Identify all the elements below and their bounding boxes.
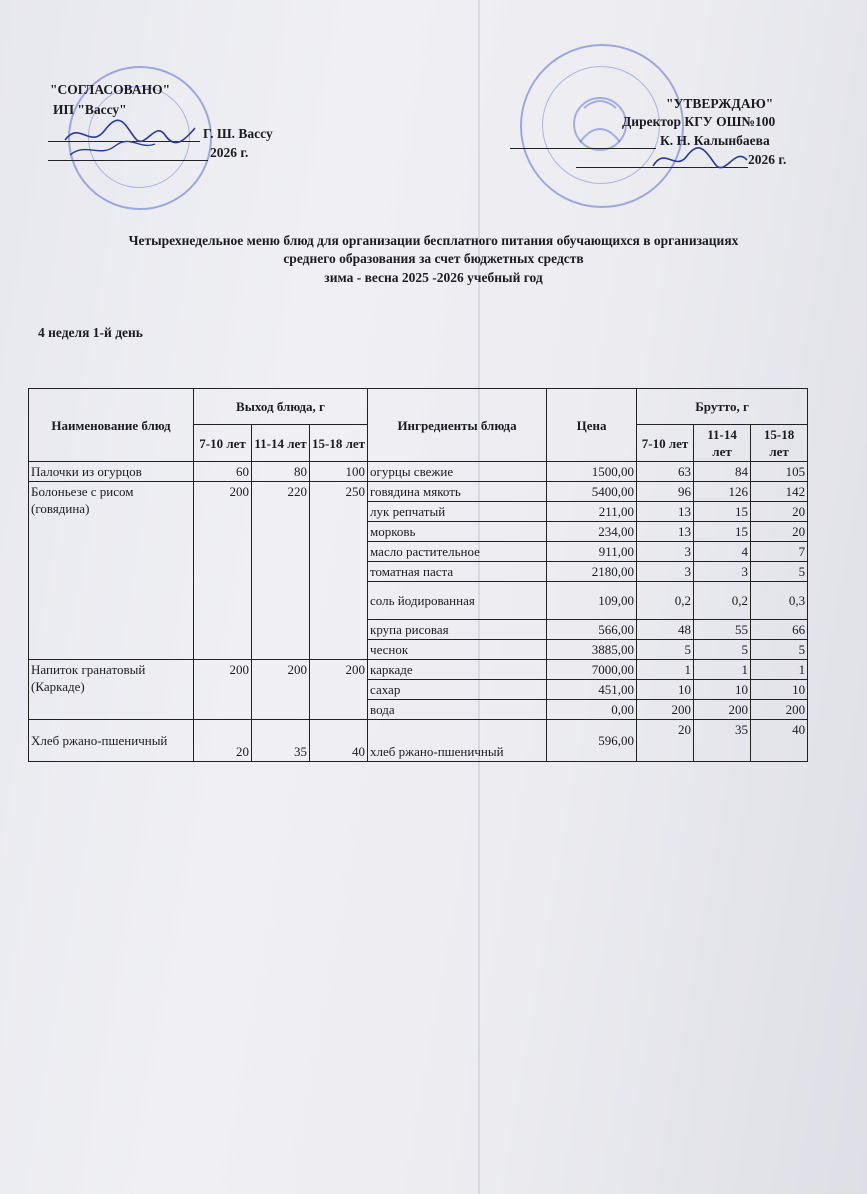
gross-11-14: 3 (694, 562, 751, 582)
signature-line-right (510, 148, 656, 149)
date-line-left (48, 160, 208, 161)
approval-left-org: ИП "Вассу" (53, 102, 127, 117)
output-15-18: 250 (310, 482, 368, 660)
output-11-14: 80 (252, 462, 310, 482)
gross-11-14: 126 (694, 482, 751, 502)
gross-11-14: 84 (694, 462, 751, 482)
gross-7-10: 1 (637, 660, 694, 680)
header-out-age-15-18: 15-18 лет (310, 425, 368, 462)
handwritten-signature-left (55, 110, 205, 160)
gross-11-14: 15 (694, 502, 751, 522)
dish-name: Палочки из огурцов (29, 462, 194, 482)
approval-right-year: 2026 г. (748, 152, 787, 167)
gross-11-14: 200 (694, 700, 751, 720)
gross-11-14: 55 (694, 620, 751, 640)
header-output: Выход блюда, г (194, 389, 368, 425)
ingredient-name: говядина мякоть (368, 482, 547, 502)
output-11-14: 220 (252, 482, 310, 660)
gross-15-18: 200 (751, 700, 808, 720)
output-15-18: 200 (310, 660, 368, 720)
gross-11-14: 10 (694, 680, 751, 700)
ingredient-name: чеснок (368, 640, 547, 660)
header-gross-age-11-14: 11-14 лет (694, 425, 751, 462)
gross-15-18: 105 (751, 462, 808, 482)
gross-7-10: 5 (637, 640, 694, 660)
ingredient-price: 234,00 (547, 522, 637, 542)
dish-name: Хлеб ржано-пшеничный (29, 720, 194, 762)
output-7-10: 200 (194, 482, 252, 660)
gross-7-10: 13 (637, 522, 694, 542)
gross-11-14: 15 (694, 522, 751, 542)
gross-7-10: 200 (637, 700, 694, 720)
gross-11-14: 5 (694, 640, 751, 660)
approval-right-heading: "УТВЕРЖДАЮ" (666, 96, 774, 111)
ingredient-price: 566,00 (547, 620, 637, 640)
gross-11-14: 4 (694, 542, 751, 562)
table-row (29, 720, 808, 762)
gross-7-10: 10 (637, 680, 694, 700)
ingredient-name: вода (368, 700, 547, 720)
menu-title-line1: Четырехнедельное меню блюд для организации бесплатного питания обучающихся в организациях (128, 233, 739, 248)
output-11-14: 200 (252, 660, 310, 720)
output-11-14: 35 (252, 720, 310, 762)
gross-15-18: 20 (751, 502, 808, 522)
approval-left-name: Г. Ш. Вассу (203, 126, 273, 141)
table-row (29, 482, 808, 502)
gross-15-18: 142 (751, 482, 808, 502)
ingredient-name: сахар (368, 680, 547, 700)
gross-15-18: 5 (751, 562, 808, 582)
ingredient-price: 2180,00 (547, 562, 637, 582)
gross-7-10: 13 (637, 502, 694, 522)
ingredient-name: соль йодированная (368, 582, 547, 620)
ingredient-name: морковь (368, 522, 547, 542)
gross-11-14: 35 (694, 720, 751, 762)
menu-title-line3: зима - весна 2025 -2026 учебный год (324, 270, 543, 285)
ingredient-name: огурцы свежие (368, 462, 547, 482)
output-15-18: 100 (310, 462, 368, 482)
gross-7-10: 96 (637, 482, 694, 502)
ingredient-price: 1500,00 (547, 462, 637, 482)
gross-15-18: 20 (751, 522, 808, 542)
gross-7-10: 3 (637, 542, 694, 562)
header-out-age-7-10: 7-10 лет (194, 425, 252, 462)
header-dish: Наименование блюд (29, 389, 194, 462)
approval-left-heading: "СОГЛАСОВАНО" (50, 82, 171, 97)
ingredient-price: 911,00 (547, 542, 637, 562)
ingredient-price: 7000,00 (547, 660, 637, 680)
table-row (29, 660, 808, 680)
gross-11-14: 0,2 (694, 582, 751, 620)
ingredient-name: лук репчатый (368, 502, 547, 522)
ingredient-price: 451,00 (547, 680, 637, 700)
ingredient-price: 3885,00 (547, 640, 637, 660)
dish-name: Напиток гранатовый (Каркаде) (29, 660, 194, 720)
table-row (29, 462, 808, 482)
output-15-18: 40 (310, 720, 368, 762)
day-label: 4 неделя 1-й день (38, 325, 143, 340)
header-gross-age-7-10: 7-10 лет (637, 425, 694, 462)
ingredient-name: каркаде (368, 660, 547, 680)
gross-7-10: 0,2 (637, 582, 694, 620)
header-price: Цена (547, 389, 637, 462)
gross-7-10: 63 (637, 462, 694, 482)
approval-right-name: К. Н. Калынбаева (660, 133, 770, 148)
menu-title-line2: среднего образования за счет бюджетных средств (283, 251, 584, 266)
gross-15-18: 40 (751, 720, 808, 762)
ingredient-price: 211,00 (547, 502, 637, 522)
dish-name: Болоньезе с рисом (говядина) (29, 482, 194, 660)
ingredient-price: 596,00 (547, 720, 637, 762)
menu-table (28, 388, 808, 762)
ingredient-name: масло растительное (368, 542, 547, 562)
gross-15-18: 7 (751, 542, 808, 562)
ingredient-name: томатная паста (368, 562, 547, 582)
gross-7-10: 3 (637, 562, 694, 582)
gross-15-18: 66 (751, 620, 808, 640)
ingredient-price: 0,00 (547, 700, 637, 720)
gross-15-18: 5 (751, 640, 808, 660)
output-7-10: 60 (194, 462, 252, 482)
approval-left-year: 2026 г. (210, 145, 249, 160)
gross-7-10: 48 (637, 620, 694, 640)
header-ingredients: Ингредиенты блюда (368, 389, 547, 462)
output-7-10: 200 (194, 660, 252, 720)
ingredient-price: 5400,00 (547, 482, 637, 502)
ingredient-name: крупа рисовая (368, 620, 547, 640)
gross-15-18: 10 (751, 680, 808, 700)
ingredient-price: 109,00 (547, 582, 637, 620)
gross-7-10: 20 (637, 720, 694, 762)
output-7-10: 20 (194, 720, 252, 762)
ingredient-name: хлеб ржано-пшеничный (368, 720, 547, 762)
gross-15-18: 0,3 (751, 582, 808, 620)
header-out-age-11-14: 11-14 лет (252, 425, 310, 462)
gross-11-14: 1 (694, 660, 751, 680)
handwritten-signature-right (645, 138, 755, 178)
header-gross: Брутто, г (637, 389, 808, 425)
header-gross-age-15-18: 15-18 лет (751, 425, 808, 462)
approval-right-position: Директор КГУ ОШ№100 (622, 114, 776, 129)
gross-15-18: 1 (751, 660, 808, 680)
